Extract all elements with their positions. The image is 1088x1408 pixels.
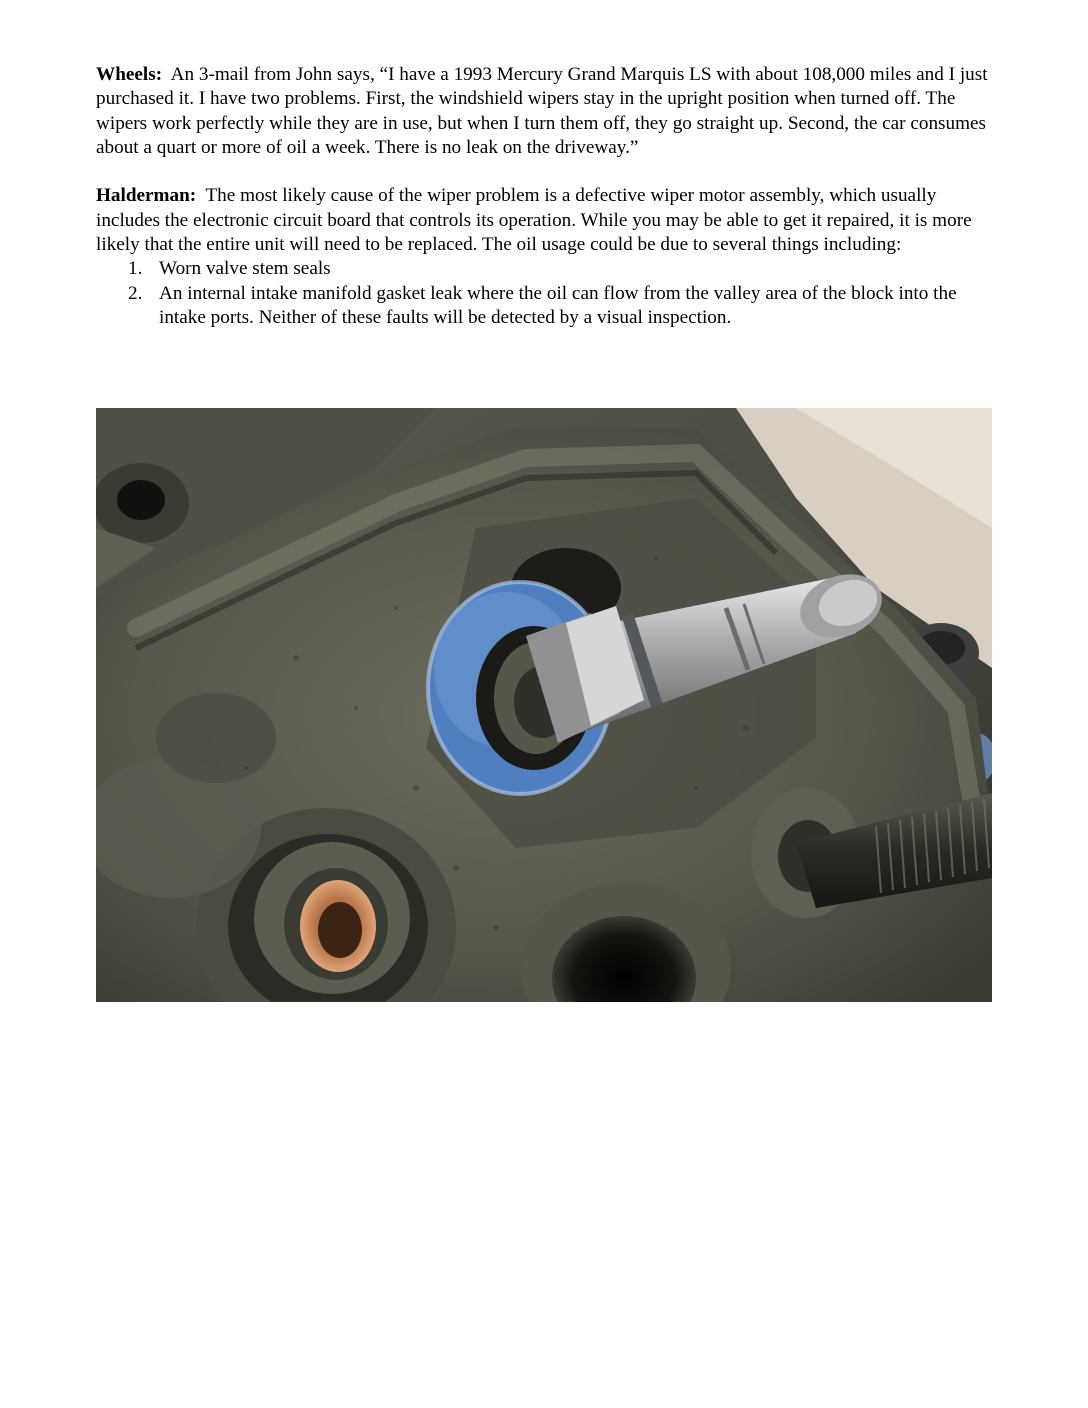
- list-item-text: An internal intake manifold gasket leak where the oil can flow from the valley area of the block into the intake ports. Neither of these faults will be detected by a visual inspection.: [159, 282, 957, 328]
- question-paragraph: [96, 63, 996, 160]
- answer-paragraph: [96, 184, 996, 257]
- question-speaker: Wheels:: [96, 64, 163, 85]
- paragraph-gap: [96, 160, 996, 184]
- list-item-number: 1.: [128, 258, 143, 280]
- answer-speaker: Halderman:: [96, 185, 197, 207]
- cylinder-head-photo: [96, 408, 992, 1002]
- list-item-number: 2.: [128, 282, 143, 304]
- list-item: [96, 257, 996, 281]
- list-item-text: Worn valve stem seals: [159, 258, 331, 280]
- cylinder-head-illustration: [96, 408, 992, 1002]
- article-text: [96, 63, 996, 330]
- list-item: [96, 282, 996, 331]
- question-text: An 3-mail from John says, “I have a 1993 Mercury Grand Marquis LS with about 108,000 miles and I just purchased it. I have two problems. First, the windshield wipers stay in the upright position when turned off. The wipers work perfectly while they are in use, but when I turn them off, they go straight up. Second, the car consumes about a quart or more of oil a week. There is no leak on the driveway.”: [96, 64, 988, 158]
- answer-text: The most likely cause of the wiper problem is a defective wiper motor assembly, which usually includes the electronic circuit board that controls its operation. While you may be able to get it repaired, it is more likely that the entire unit will need to be replaced. The oil usage could be due to several things including:: [96, 185, 972, 256]
- cause-list: [96, 257, 996, 330]
